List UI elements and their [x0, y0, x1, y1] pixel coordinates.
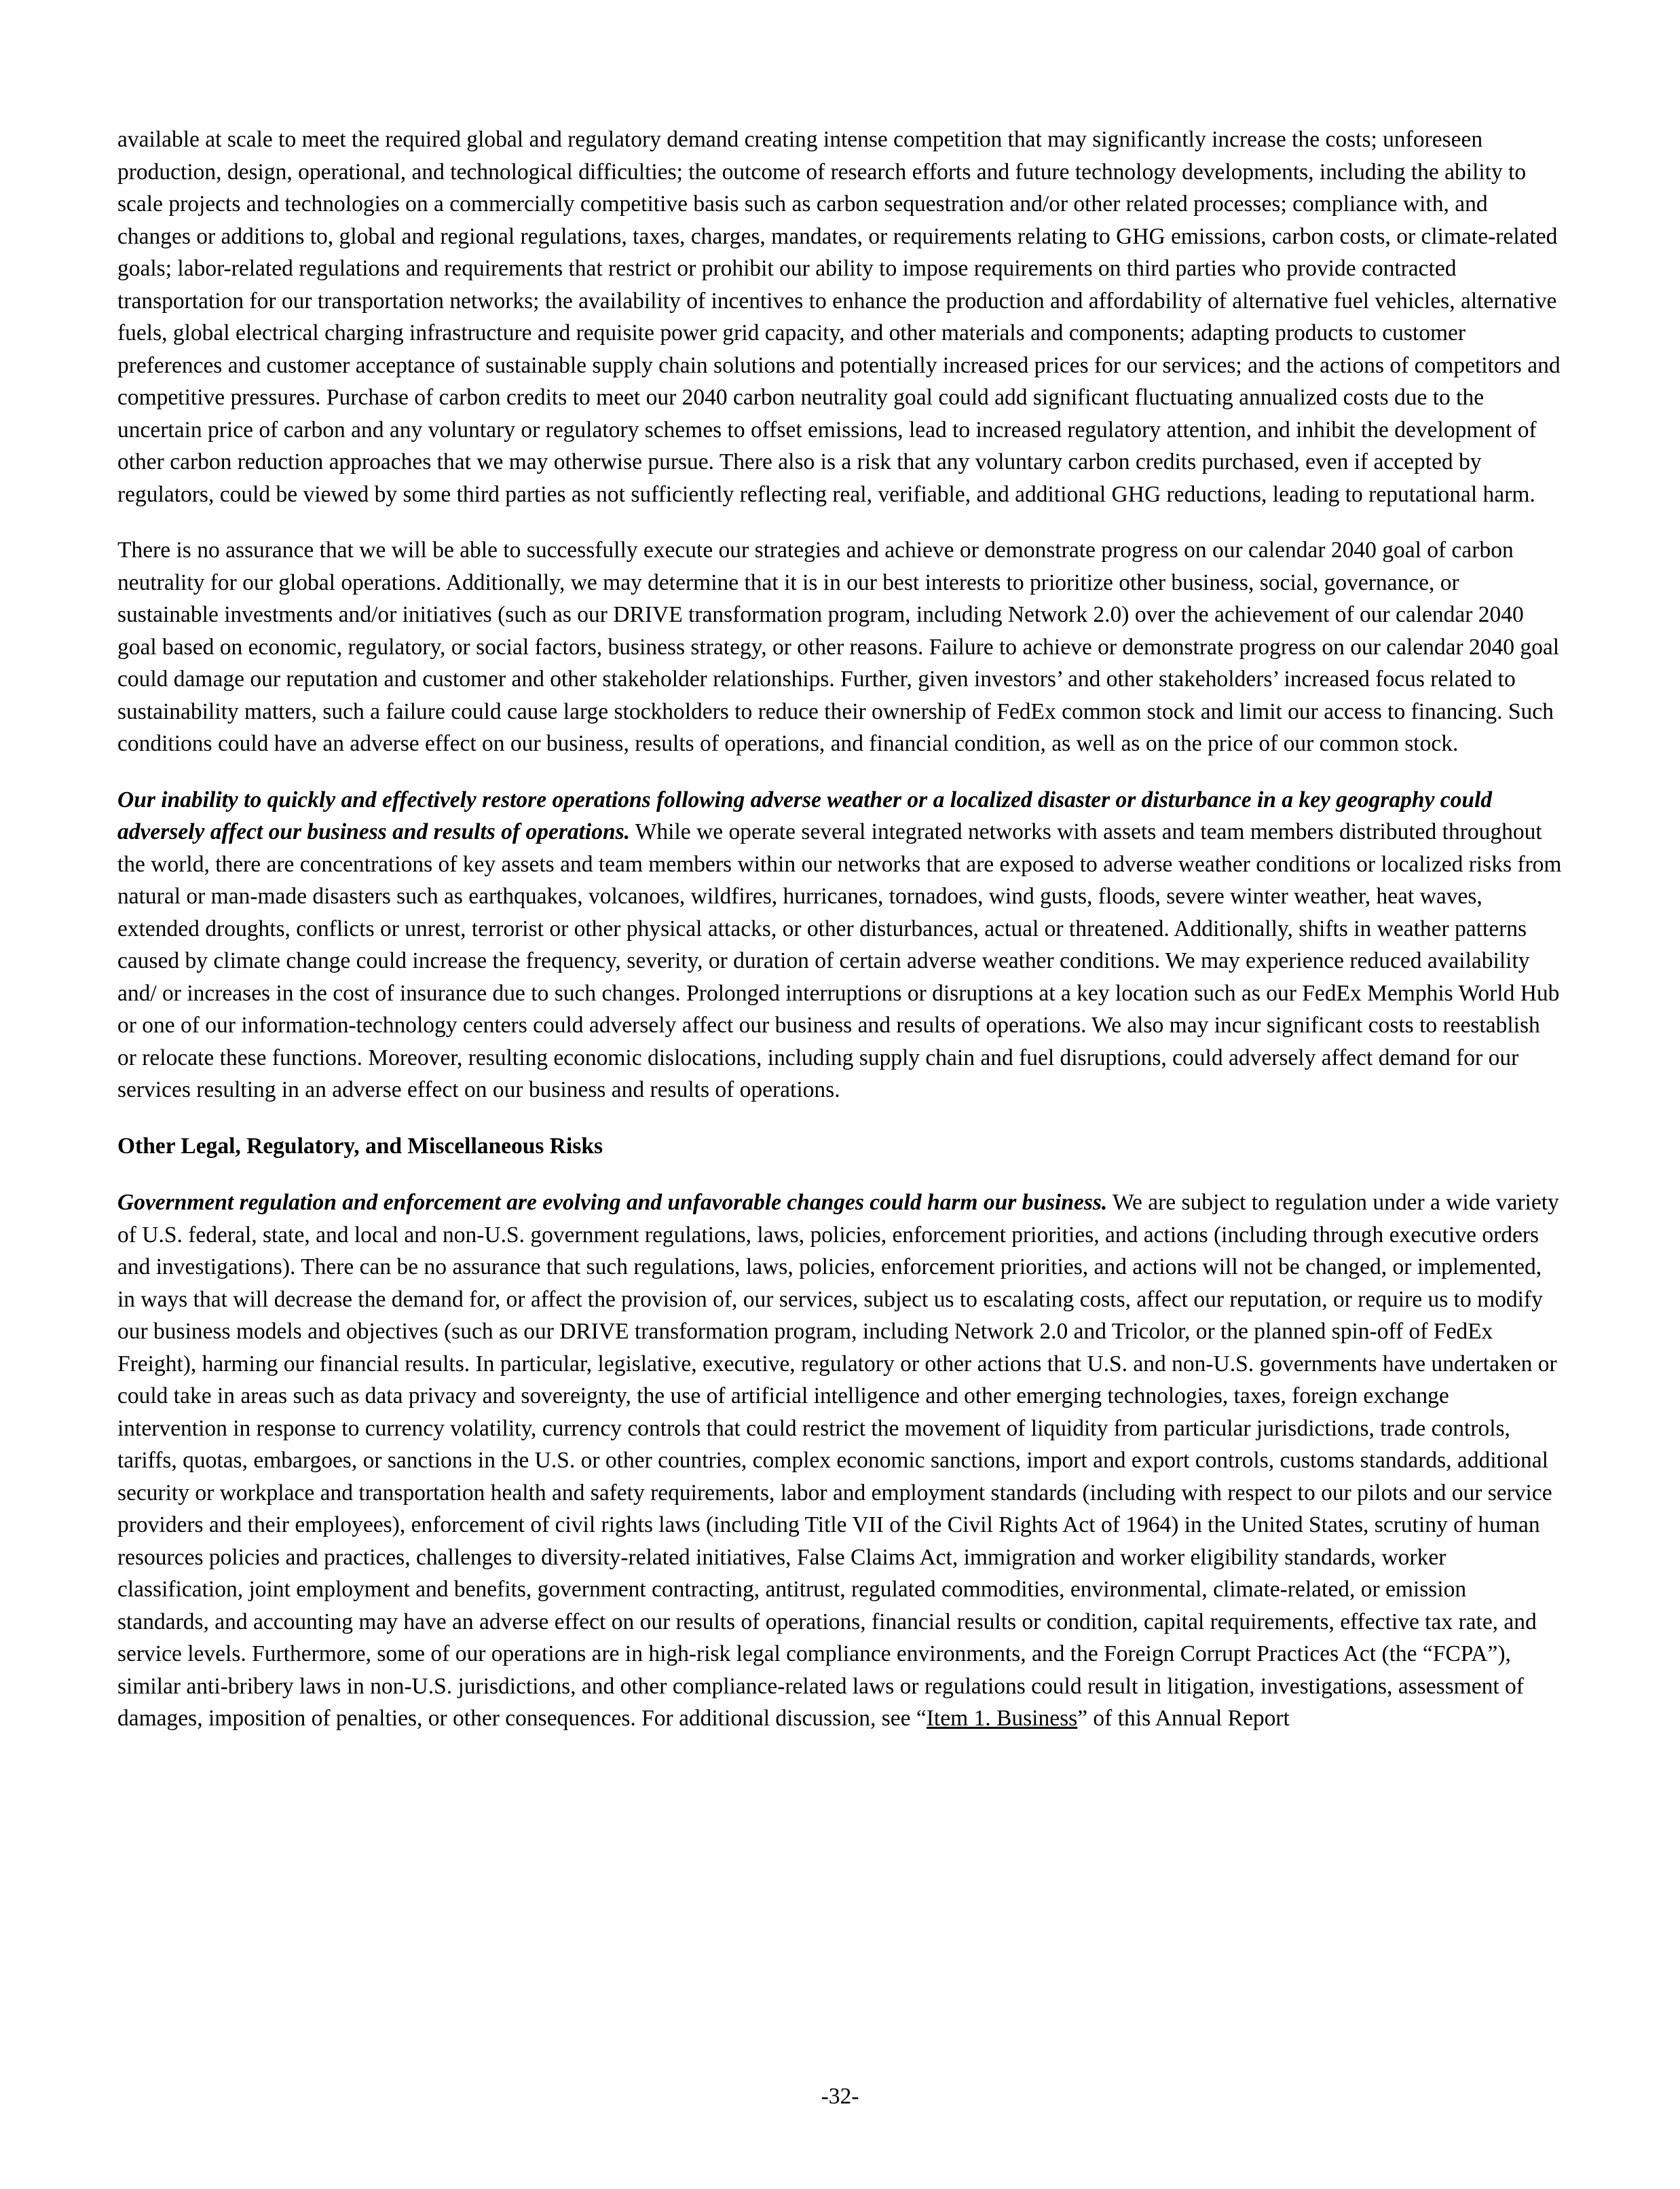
- risk-body-tail: ” of this Annual Report: [1077, 1706, 1290, 1731]
- page-number: -32-: [821, 2084, 859, 2109]
- paragraph-carbon-costs: available at scale to meet the required global and regulatory demand creating intense competition that may significantly increase the costs; unforeseen production, design, operational, and technological difficulties; the outcome of research efforts and future technology developments, including the ability to scale projects and technologies on a commercially competitive basis such as carbon sequestration and/or other related processes; compliance with, and changes or additions to, global and regional regulations, taxes, charges, mandates, or requirements relating to GHG emissions, carbon costs, or climate-related goals; labor-related regulations and requirements that restrict or prohibit our ability to impose requirements on third parties who provide contracted transportation for our transportation networks; the availability of incentives to enhance the production and affordability of alternative fuel vehicles, alternative fuels, global electrical charging infrastructure and requisite power grid capacity, and other materials and components; adapting products to customer preferences and customer acceptance of sustainable supply chain solutions and potentially increased prices for our services; and the actions of competitors and competitive pressures. Purchase of carbon credits to meet our 2040 carbon neutrality goal could add significant fluctuating annualized costs due to the uncertain price of carbon and any voluntary or regulatory schemes to offset emissions, lead to increased regulatory attention, and inhibit the development of other carbon reduction approaches that we may otherwise pursue. There also is a risk that any voluntary carbon credits purchased, even if accepted by regulators, could be viewed by some third parties as not sufficiently reflecting real, verifiable, and additional GHG reductions, leading to reputational harm.: [117, 127, 1561, 507]
- item-1-business-link[interactable]: Item 1. Business: [926, 1706, 1078, 1731]
- risk-body-adverse-weather: While we operate several integrated networks with assets and team members distributed throughout the world, there are concentrations of key assets and team members within our networks that are exposed to adverse weather conditions or localized risks from natural or man-made disasters such as earthquakes, volcanoes, wildfires, hurricanes, tornadoes, wind gusts, floods, severe winter weather, heat waves, extended droughts, conflicts or unrest, terrorist or other physical attacks, or other disturbances, actual or threatened. Additionally, shifts in weather patterns caused by climate change could increase the frequency, severity, or duration of certain adverse weather conditions. We may experience reduced availability and/ or increases in the cost of insurance due to such changes. Prolonged interruptions or disruptions at a key location such as our FedEx Memphis World Hub or one of our information-technology centers could adversely affect our business and results of operations. We also may incur significant costs to reestablish or relocate these functions. Moreover, resulting economic dislocations, including supply chain and fuel disruptions, could adversely affect demand for our services resulting in an adverse effect on our business and results of operations.: [117, 819, 1562, 1102]
- risk-heading-adverse-weather: Our inability to quickly and effectively restore operations following adverse weather or a localized disaster or disturbance in a key geography could adversely affect our business and results of operations.: [117, 787, 1493, 844]
- risk-heading-government-regulation: Government regulation and enforcement are evolving and unfavorable changes could harm our business.: [117, 1190, 1108, 1215]
- section-heading-legal-regulatory: Other Legal, Regulatory, and Miscellaneous Risks: [117, 1133, 603, 1159]
- paragraph-adverse-weather-risk: [117, 784, 1563, 1106]
- risk-body-government-regulation: We are subject to regulation under a wide variety of U.S. federal, state, and local and non-U.S. government regulations, laws, policies, enforcement priorities, and actions (including through executive orders and investigations). There can be no assurance that such regulations, laws, policies, enforcement priorities, and actions will not be changed, or implemented, in ways that will decrease the demand for, or affect the provision of, our services, subject us to escalating costs, affect our reputation, or require us to modify our business models and objectives (such as our DRIVE transformation program, including Network 2.0 and Tricolor, or the planned spin-off of FedEx Freight), harming our financial results. In particular, legislative, executive, regulatory or other actions that U.S. and non-U.S. governments have undertaken or could take in areas such as data privacy and sovereignty, the use of artificial intelligence and other emerging technologies, taxes, foreign exchange intervention in response to currency volatility, currency controls that could restrict the movement of liquidity from particular jurisdictions, trade controls, tariffs, quotas, embargoes, or sanctions in the U.S. or other countries, complex economic sanctions, import and export controls, customs standards, additional security or workplace and transportation health and safety requirements, labor and employment standards (including with respect to our pilots and our service providers and their employees), enforcement of civil rights laws (including Title VII of the Civil Rights Act of 1964) in the United States, scrutiny of human resources policies and practices, challenges to diversity-related initiatives, False Claims Act, immigration and worker eligibility standards, worker classification, joint employment and benefits, government contracting, antitrust, regulated commodities, environmental, climate-related, or emission standards, and accounting may have an adverse effect on our results of operations, financial results or condition, capital requirements, effective tax rate, and service levels. Furthermore, some of our operations are in high-risk legal compliance environments, and the Foreign Corrupt Practices Act (the “FCPA”), similar anti-bribery laws in non-U.S. jurisdictions, and other compliance-related laws or regulations could result in litigation, investigations, assessment of damages, imposition of penalties, or other consequences. For additional discussion, see “: [117, 1190, 1559, 1731]
- paragraph-carbon-neutrality-goal: There is no assurance that we will be able to successfully execute our strategies and achieve or demonstrate progress on our calendar 2040 goal of carbon neutrality for our global operations. Additionally, we may determine that it is in our best interests to prioritize other business, social, governance, or sustainable investments and/or initiatives (such as our DRIVE transformation program, including Network 2.0) over the achievement of our calendar 2040 goal based on economic, regulatory, or social factors, business strategy, or other reasons. Failure to achieve or demonstrate progress on our calendar 2040 goal could damage our reputation and customer and other stakeholder relationships. Further, given investors’ and other stakeholders’ increased focus related to sustainability matters, such a failure could cause large stockholders to reduce their ownership of FedEx common stock and limit our access to financing. Such conditions could have an adverse effect on our business, results of operations, and financial condition, as well as on the price of our common stock.: [117, 538, 1560, 756]
- paragraph-government-regulation-risk: [117, 1186, 1563, 1735]
- document-body: [117, 124, 1563, 1735]
